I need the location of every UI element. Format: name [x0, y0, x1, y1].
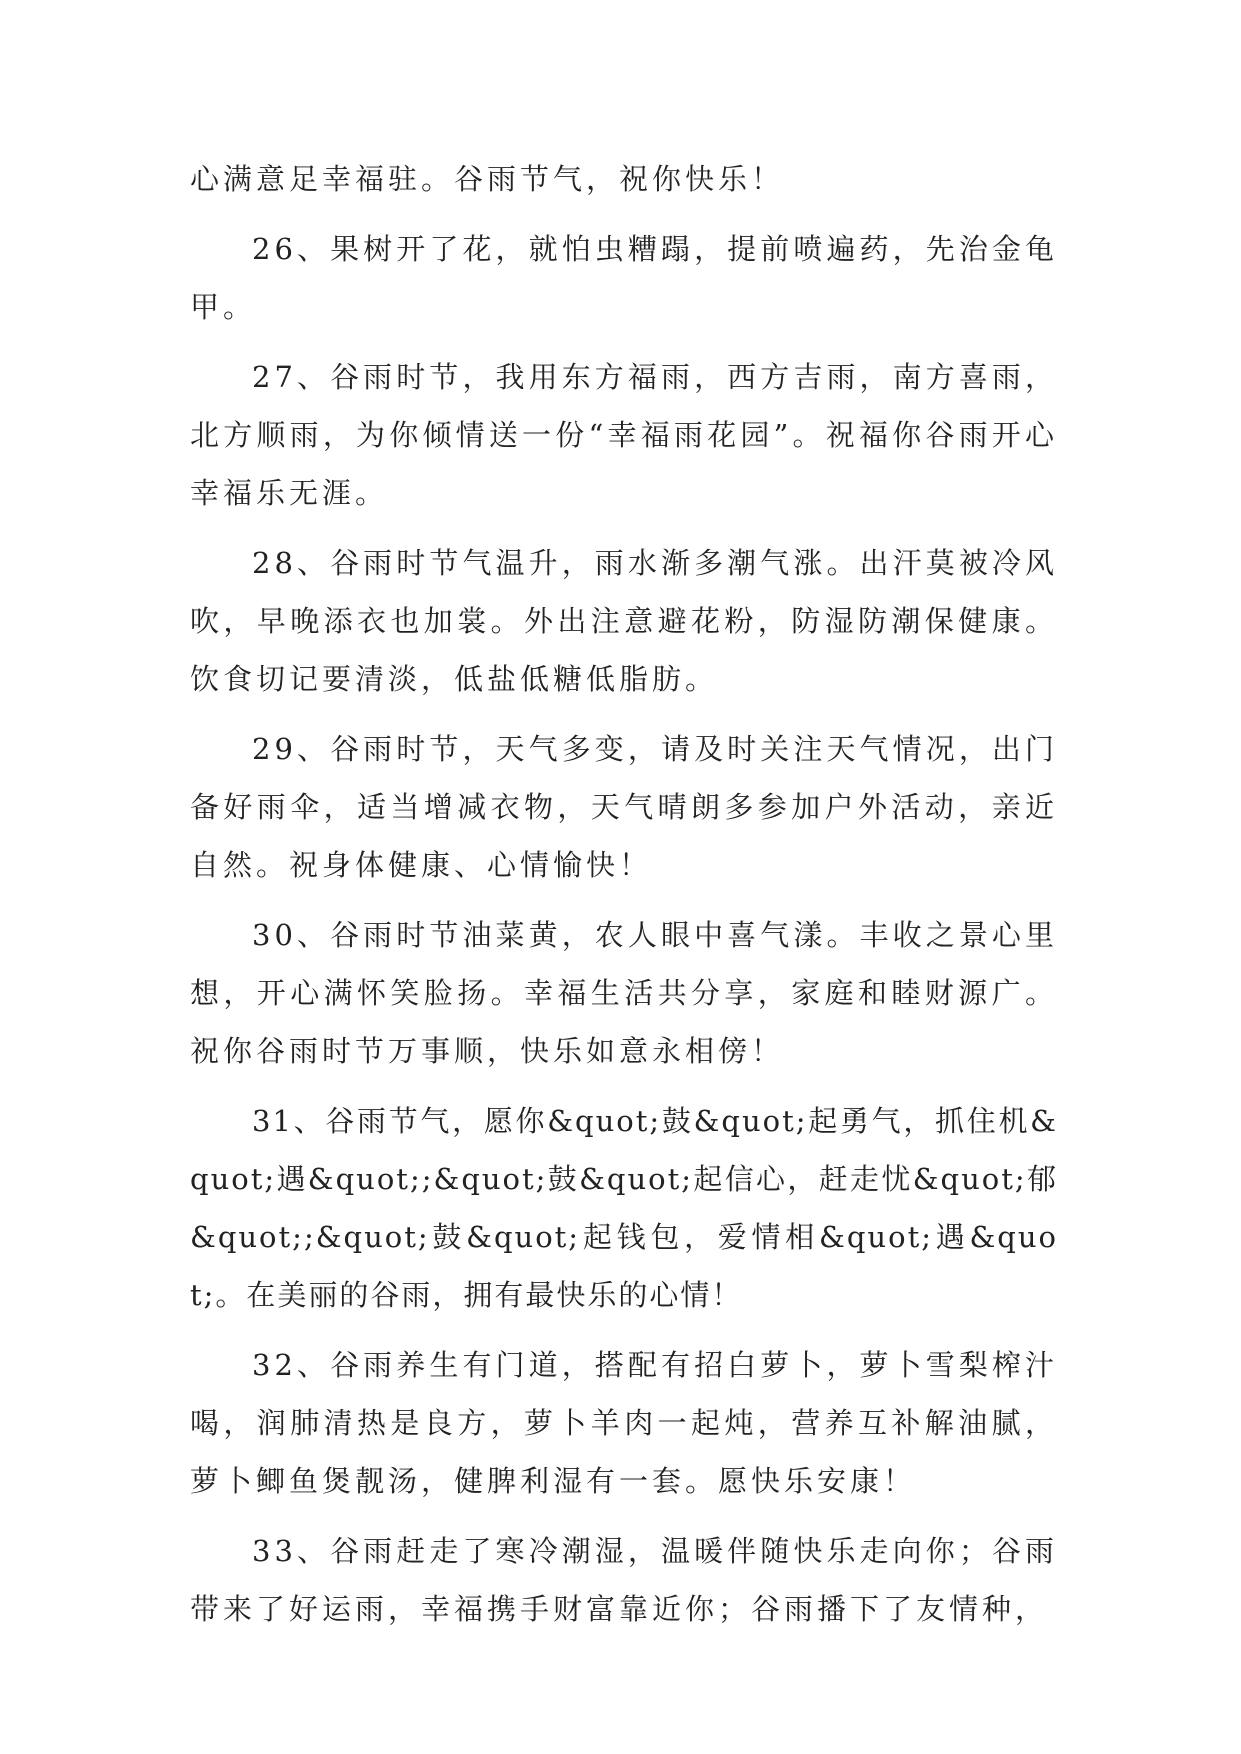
paragraph-32: 32、谷雨养生有门道，搭配有招白萝卜，萝卜雪梨榨汁喝，润肺清热是良方，萝卜羊肉一起炖，营养互补解油腻，萝卜鲫鱼煲靓汤，健脾利湿有一套。愿快乐安康！ — [190, 1348, 1058, 1498]
paragraph-continuation: 心满意足幸福驻。谷雨节气，祝你快乐！ — [190, 162, 785, 196]
paragraph-31: 31、谷雨节气，愿你&quot;鼓&quot;起勇气，抓住机&quot;遇&quot;;&quot;鼓&quot;起信心，赶走忧&quot;郁&quot;;&quot;鼓&quot;起钱包，爱情相&quot;遇&quot;。在美丽的谷雨，拥有最快乐的心情！ — [190, 1104, 1058, 1312]
paragraph-26: 26、果树开了花，就怕虫糟蹋，提前喷遍药，先治金龟甲。 — [190, 232, 1058, 324]
paragraph-27: 27、谷雨时节，我用东方福雨，西方吉雨，南方喜雨，北方顺雨，为你倾情送一份“幸福雨花园”。祝福你谷雨开心幸福乐无涯。 — [190, 360, 1058, 510]
paragraph-28: 28、谷雨时节气温升，雨水渐多潮气涨。出汗莫被冷风吹，早晚添衣也加裳。外出注意避花粉，防湿防潮保健康。饮食切记要清淡，低盐低糖低脂肪。 — [190, 546, 1058, 696]
paragraph-30: 30、谷雨时节油菜黄，农人眼中喜气漾。丰收之景心里想，开心满怀笑脸扬。幸福生活共分享，家庭和睦财源广。祝你谷雨时节万事顺，快乐如意永相傍！ — [190, 918, 1058, 1068]
document-body — [190, 150, 1058, 1650]
paragraph-33: 33、谷雨赶走了寒冷潮湿，温暖伴随快乐走向你；谷雨带来了好运雨，幸福携手财富靠近你；谷雨播下了友情种， — [190, 1534, 1058, 1626]
paragraph-29: 29、谷雨时节，天气多变，请及时关注天气情况，出门备好雨伞，适当增减衣物，天气晴朗多参加户外活动，亲近自然。祝身体健康、心情愉快！ — [190, 732, 1058, 882]
